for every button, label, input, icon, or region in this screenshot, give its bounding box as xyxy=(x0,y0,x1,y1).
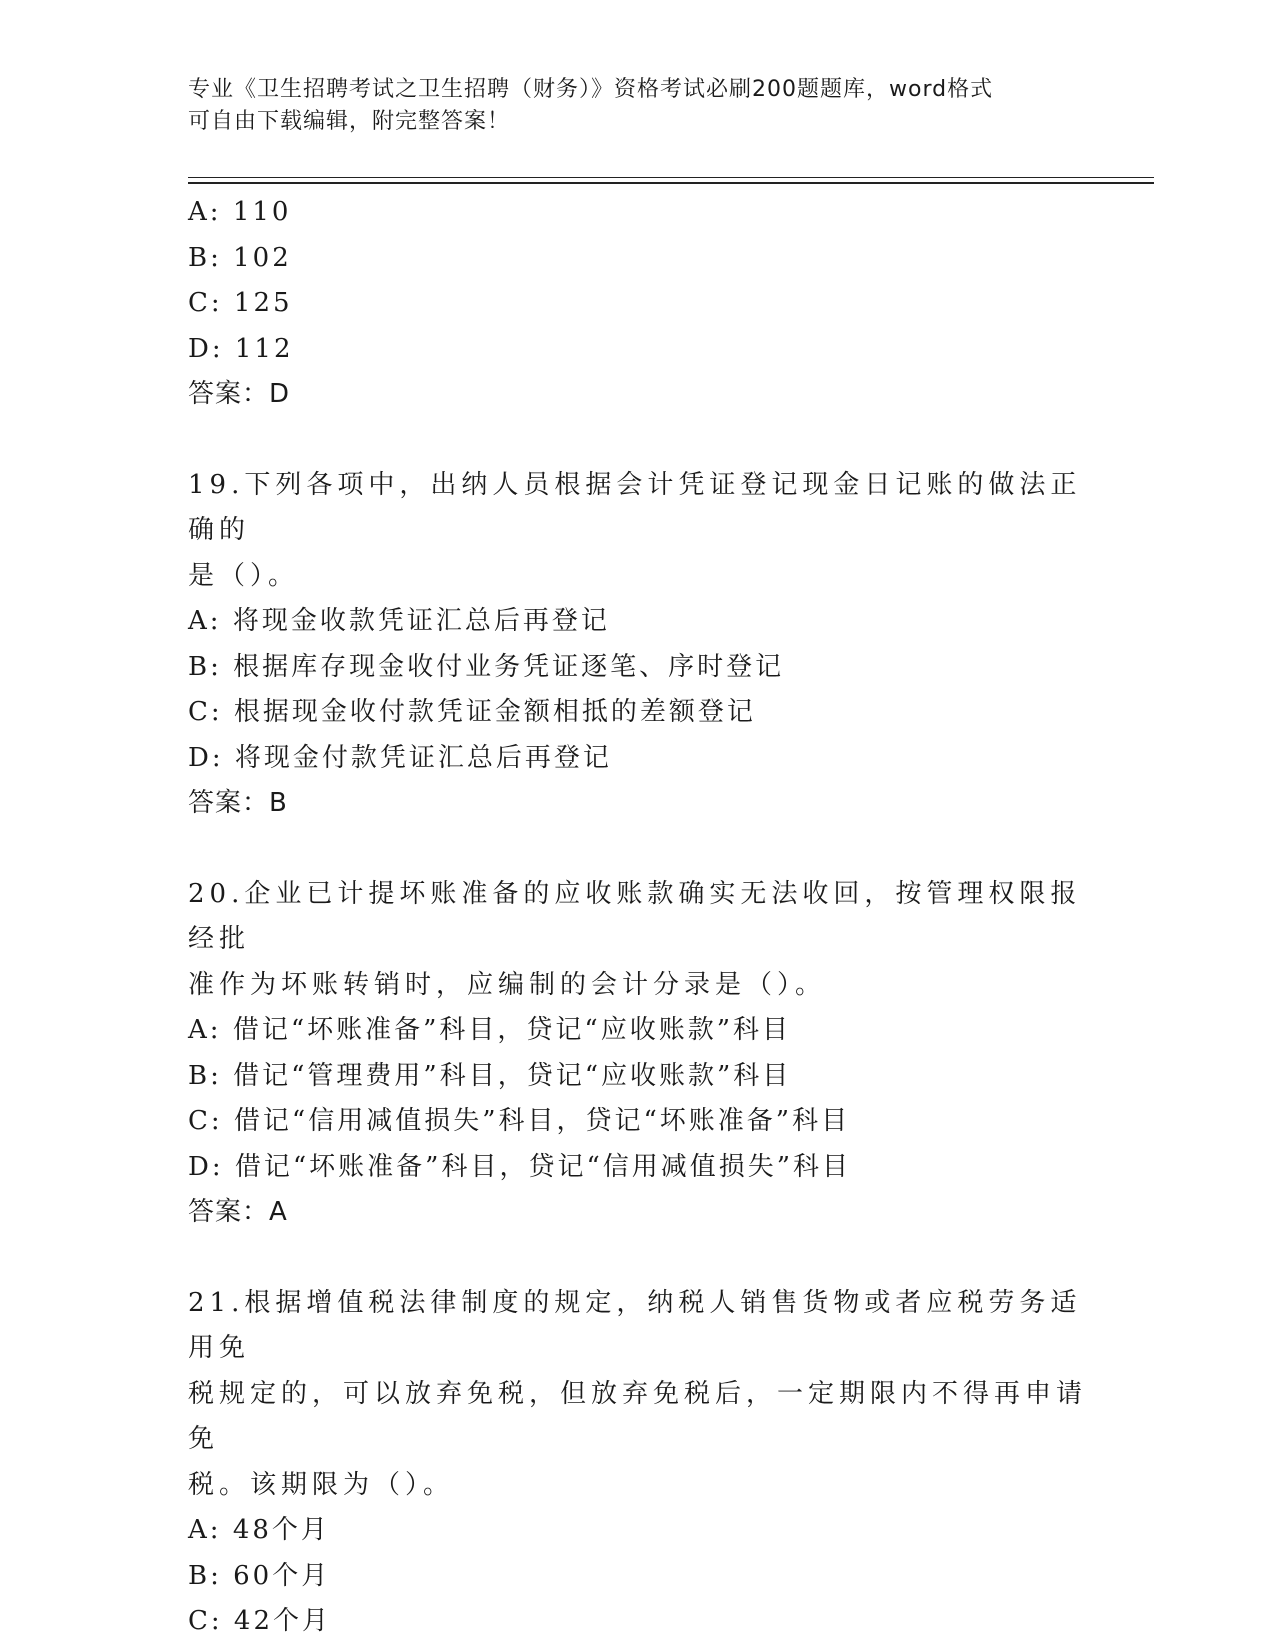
option-letter: D: xyxy=(188,333,224,364)
option-text: 125 xyxy=(233,288,293,318)
option-letter: B: xyxy=(188,651,222,682)
option-text: 48个月 xyxy=(232,1515,330,1545)
option-c xyxy=(188,281,1088,327)
option-letter: C: xyxy=(188,1106,223,1136)
question-stem-line: 20.企业已计提坏账准备的应收账款确实无法收回，按管理权限报经批 xyxy=(188,878,1082,954)
question-stem-line: 准作为坏账转销时，应编制的会计分录是（）。 xyxy=(188,969,827,1000)
question-18 xyxy=(188,190,1088,418)
option-a xyxy=(188,1008,1088,1054)
option-letter: A: xyxy=(188,1015,222,1045)
option-b xyxy=(188,236,1088,282)
document-header xyxy=(188,74,1088,138)
option-c xyxy=(188,1099,1088,1145)
question-19 xyxy=(188,463,1088,827)
header-divider-thin xyxy=(188,177,1154,178)
option-letter: D: xyxy=(188,742,224,773)
option-text: 借记“坏账准备”科目，贷记“信用减值损失”科目 xyxy=(234,1151,852,1182)
option-letter: C: xyxy=(188,1606,223,1636)
header-divider-thick xyxy=(188,182,1154,184)
answer-line: 答案：B xyxy=(188,788,288,818)
question-spacer xyxy=(188,827,1088,872)
option-text: 根据库存现金收付业务凭证逐笔、序时登记 xyxy=(233,651,785,682)
option-b xyxy=(188,1554,1088,1600)
option-text: 110 xyxy=(232,197,292,227)
option-a xyxy=(188,599,1088,645)
option-letter: A: xyxy=(188,1515,222,1545)
option-letter: B: xyxy=(188,1060,222,1091)
option-letter: C: xyxy=(188,288,223,318)
question-20 xyxy=(188,872,1088,1236)
option-a xyxy=(188,190,1088,236)
option-letter: C: xyxy=(188,697,223,727)
option-letter: B: xyxy=(188,242,222,273)
option-text: 借记“信用减值损失”科目，贷记“坏账准备”科目 xyxy=(233,1106,851,1136)
option-text: 112 xyxy=(234,333,294,364)
option-b xyxy=(188,1054,1088,1100)
option-text: 借记“坏账准备”科目，贷记“应收账款”科目 xyxy=(232,1015,791,1045)
question-list xyxy=(188,190,1088,1645)
question-spacer xyxy=(188,1236,1088,1281)
answer-line: 答案：D xyxy=(188,379,291,409)
option-c xyxy=(188,690,1088,736)
answer-line: 答案：A xyxy=(188,1197,288,1227)
option-letter: B: xyxy=(188,1560,222,1591)
header-title-line-2: 可自由下载编辑，附完整答案！ xyxy=(188,109,511,134)
option-letter: A: xyxy=(188,197,222,227)
question-21 xyxy=(188,1281,1088,1645)
option-text: 60个月 xyxy=(233,1560,331,1591)
option-text: 借记“管理费用”科目，贷记“应收账款”科目 xyxy=(233,1060,792,1091)
question-stem-line: 19.下列各项中，出纳人员根据会计凭证登记现金日记账的做法正确的 xyxy=(188,469,1082,545)
option-letter: D: xyxy=(188,1151,224,1182)
question-stem-line: 21.根据增值税法律制度的规定，纳税人销售货物或者应税劳务适用免 xyxy=(188,1287,1082,1363)
option-d xyxy=(188,327,1088,373)
option-d xyxy=(188,1145,1088,1191)
option-letter: A: xyxy=(188,606,222,636)
question-stem-line: 税。该期限为（）。 xyxy=(188,1469,455,1500)
question-spacer xyxy=(188,418,1088,463)
header-title-line-1: 专业《卫生招聘考试之卫生招聘（财务）》资格考试必刷200题题库，word格式 xyxy=(188,77,994,102)
option-text: 102 xyxy=(233,242,292,273)
option-text: 将现金收款凭证汇总后再登记 xyxy=(232,606,610,636)
option-text: 将现金付款凭证汇总后再登记 xyxy=(234,742,612,773)
option-b xyxy=(188,645,1088,691)
option-text: 根据现金收付款凭证金额相抵的差额登记 xyxy=(233,697,756,727)
question-stem-line: 税规定的，可以放弃免税，但放弃免税后，一定期限内不得再申请免 xyxy=(188,1378,1088,1454)
option-d xyxy=(188,736,1088,782)
option-a xyxy=(188,1508,1088,1554)
option-c xyxy=(188,1599,1088,1645)
question-stem-line: 是（）。 xyxy=(188,560,300,591)
option-text: 42个月 xyxy=(233,1606,332,1636)
